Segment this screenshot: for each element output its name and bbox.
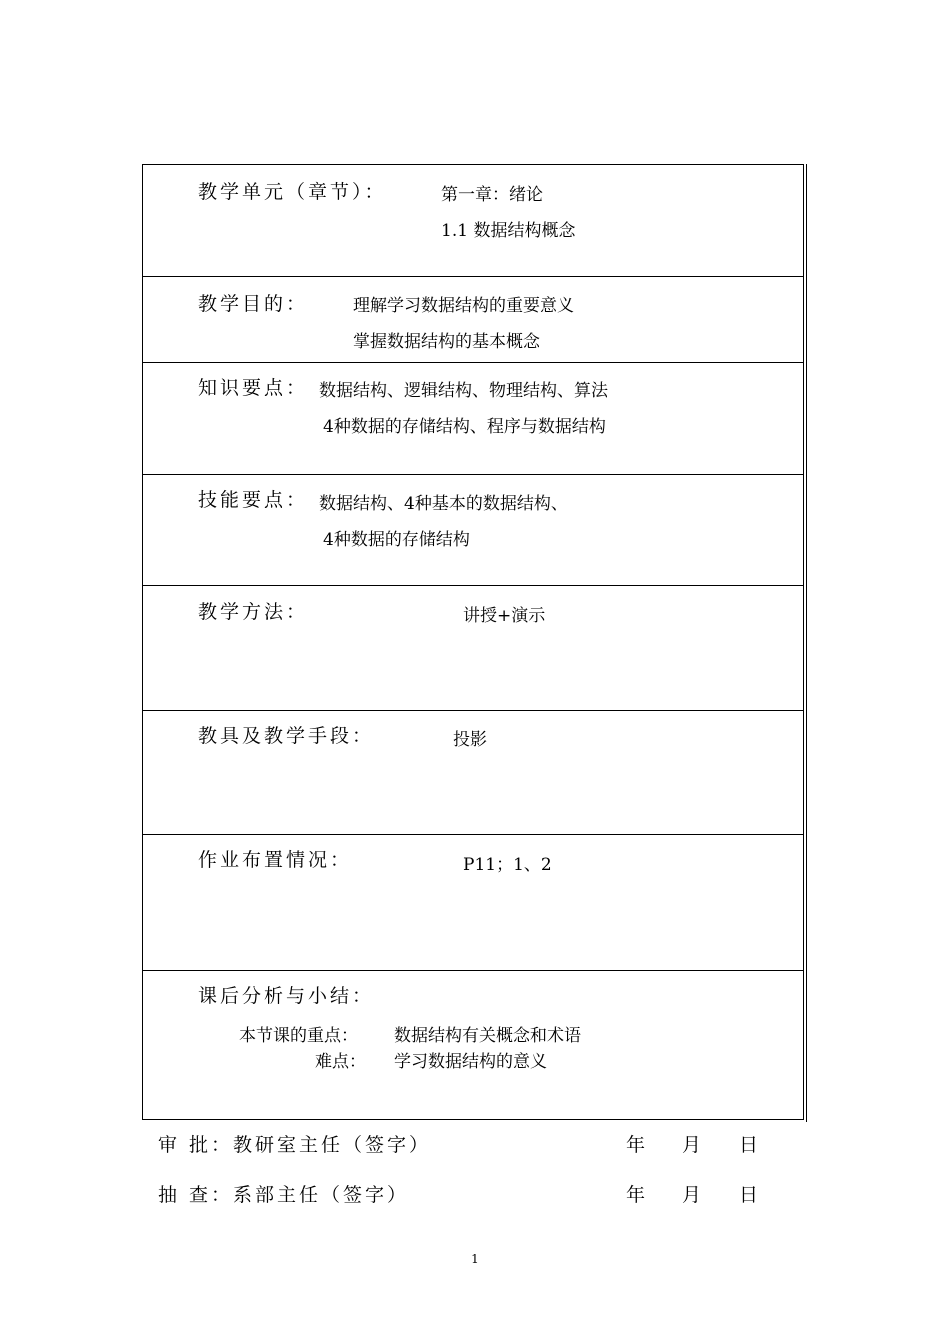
row-skill-points — [143, 475, 803, 586]
chapter-title: 第一章：绪论 — [441, 185, 543, 205]
teaching-tools-label: 教具及教学手段： — [198, 725, 375, 747]
inspection-signature-line: 抽 查：系部主任（签字） — [158, 1184, 410, 1206]
knowledge-points-label: 知识要点： — [198, 377, 309, 399]
inspection-day: 日 — [739, 1184, 759, 1206]
difficult-points-value: 学习数据结构的意义 — [394, 1052, 547, 1072]
skills-line-1: 数据结构、4种基本的数据结构、 — [319, 494, 568, 514]
section-title: 1.1 数据结构概念 — [441, 221, 576, 241]
homework-value: P11；1、2 — [463, 855, 552, 875]
knowledge-line-2: 4种数据的存储结构、程序与数据结构 — [323, 417, 606, 437]
row-teaching-tools — [143, 711, 803, 835]
knowledge-line-1: 数据结构、逻辑结构、物理结构、算法 — [319, 381, 608, 401]
row-homework — [143, 835, 803, 971]
inspection-year: 年 — [626, 1184, 646, 1206]
teaching-purpose-label: 教学目的： — [198, 293, 309, 315]
page-number: 1 — [471, 1252, 479, 1266]
inspection-month: 月 — [682, 1184, 702, 1206]
difficult-points-label: 难点： — [315, 1052, 366, 1072]
row-summary — [143, 971, 803, 1121]
row-teaching-method — [143, 586, 803, 711]
key-points-label: 本节课的重点： — [239, 1026, 358, 1046]
skills-line-2: 4种数据的存储结构 — [323, 530, 470, 550]
teaching-method-value: 讲授+演示 — [463, 606, 546, 626]
row-teaching-purpose — [143, 277, 803, 363]
summary-label: 课后分析与小结： — [198, 985, 375, 1007]
approval-signature-line: 审 批：教研室主任（签字） — [158, 1134, 432, 1156]
purpose-line-2: 掌握数据结构的基本概念 — [353, 332, 540, 352]
approval-day: 日 — [739, 1134, 759, 1156]
approval-year: 年 — [626, 1134, 646, 1156]
teaching-method-label: 教学方法： — [198, 601, 309, 623]
row-teaching-unit — [143, 165, 803, 277]
teaching-unit-label: 教学单元（章节）： — [198, 181, 387, 203]
row-knowledge-points — [143, 363, 803, 475]
teaching-tools-value: 投影 — [453, 730, 487, 750]
lesson-plan-table — [142, 164, 804, 1120]
approval-month: 月 — [682, 1134, 702, 1156]
purpose-line-1: 理解学习数据结构的重要意义 — [353, 296, 574, 316]
skill-points-label: 技能要点： — [198, 489, 309, 511]
key-points-value: 数据结构有关概念和术语 — [394, 1026, 581, 1046]
homework-label: 作业布置情况： — [198, 849, 353, 871]
